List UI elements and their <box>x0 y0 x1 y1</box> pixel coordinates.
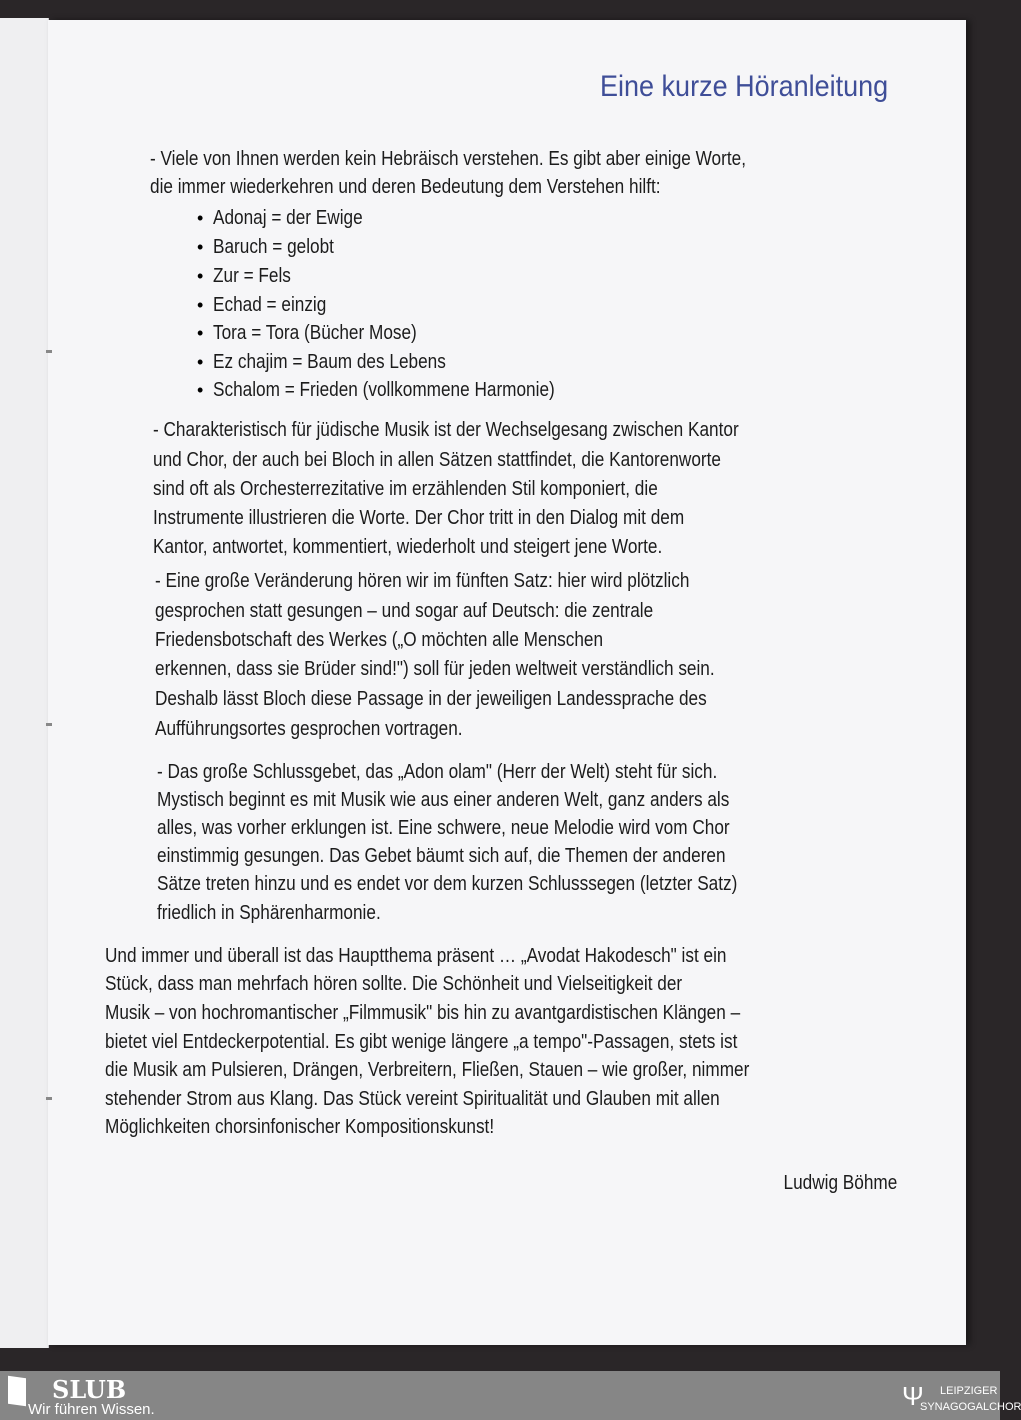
glossary-item: Tora = Tora (Bücher Mose) <box>213 322 417 344</box>
author-signature: Ludwig Böhme <box>783 1172 897 1194</box>
partner-name-line1: LEIPZIGER <box>940 1385 998 1397</box>
bullet-icon: • <box>197 266 204 286</box>
para5-line: Musik – von hochromantischer „Filmmusik" bis hin zu avantgardistischen Klängen – <box>105 1002 741 1024</box>
para1-line: - Viele von Ihnen werden kein Hebräisch verstehen. Es gibt aber einige Worte, <box>150 148 746 170</box>
glossary-item: Echad = einzig <box>213 294 327 316</box>
binding-stitch <box>46 350 52 353</box>
glossary-item: Ez chajim = Baum des Lebens <box>213 351 446 373</box>
slub-tagline: Wir führen Wissen. <box>28 1401 155 1418</box>
para4-line: friedlich in Sphärenharmonie. <box>157 902 381 924</box>
para5-line: Stück, dass man mehrfach hören sollte. Die Schönheit und Vielseitigkeit der <box>105 973 683 995</box>
binding-stitch <box>46 1097 52 1100</box>
para4-line: - Das große Schlussgebet, das „Adon olam" (Herr der Welt) steht für sich. <box>157 761 718 783</box>
bullet-icon: • <box>197 208 204 228</box>
binding-stitch <box>46 723 52 726</box>
para3-line: Deshalb lässt Bloch diese Passage in der jeweiligen Landessprache des <box>155 688 707 710</box>
glossary-item: Schalom = Frieden (vollkommene Harmonie) <box>213 379 555 401</box>
para2-line: Instrumente illustrieren die Worte. Der Chor tritt in den Dialog mit dem <box>153 507 685 529</box>
para2-line: - Charakteristisch für jüdische Musik ist der Wechselgesang zwischen Kantor <box>153 419 739 441</box>
bullet-icon: • <box>197 237 204 257</box>
left-page-edge <box>0 18 49 1348</box>
slub-logo-text[interactable]: SLUB <box>52 1375 127 1404</box>
para3-line: erkennen, dass sie Brüder sind!") soll für jeden weltweit verständlich sein. <box>155 658 715 680</box>
para5-line: stehender Strom aus Klang. Das Stück vereint Spiritualität und Glauben mit allen <box>105 1088 720 1110</box>
para2-line: und Chor, der auch bei Bloch in allen Sätzen stattfindet, die Kantorenworte <box>153 449 721 471</box>
para5-line: Möglichkeiten chorsinfonischer Kompositionskunst! <box>105 1116 495 1138</box>
para4-line: einstimmig gesungen. Das Gebet bäumt sich auf, die Themen der anderen <box>157 845 726 867</box>
para1-line: die immer wiederkehren und deren Bedeutung dem Verstehen hilft: <box>150 176 661 198</box>
bullet-icon: • <box>197 352 204 372</box>
para2-line: sind oft als Orchesterrezitative im erzählenden Stil komponiert, die <box>153 478 658 500</box>
page-title: Eine kurze Höranleitung <box>599 70 888 103</box>
para2-line: Kantor, antwortet, kommentiert, wiederholt und steigert jene Worte. <box>153 536 663 558</box>
slub-logo-icon <box>8 1376 26 1407</box>
footer-bar <box>0 1371 1021 1420</box>
para3-line: - Eine große Veränderung hören wir im fünften Satz: hier wird plötzlich <box>155 570 690 592</box>
para5-line: die Musik am Pulsieren, Drängen, Verbreitern, Fließen, Stauen – wie großer, nimmer <box>105 1059 750 1081</box>
bullet-icon: • <box>197 323 204 343</box>
para4-line: alles, was vorher erklungen ist. Eine schwere, neue Melodie wird vom Chor <box>157 817 730 839</box>
bullet-icon: • <box>197 380 204 400</box>
para3-line: Aufführungsortes gesprochen vortragen. <box>155 718 463 740</box>
partner-name-line2: SYNAGOGALCHOR <box>920 1401 1021 1413</box>
document-page <box>48 20 966 1345</box>
para5-line: bietet viel Entdeckerpotential. Es gibt wenige längere „a tempo"-Passagen, stets ist <box>105 1031 738 1053</box>
menorah-icon: Ψ <box>902 1381 924 1411</box>
glossary-item: Zur = Fels <box>213 265 291 287</box>
para4-line: Sätze treten hinzu und es endet vor dem kurzen Schlusssegen (letzter Satz) <box>157 873 738 895</box>
para3-line: Friedensbotschaft des Werkes („O möchten alle Menschen <box>155 629 604 651</box>
para5-line: Und immer und überall ist das Hauptthema präsent … „Avodat Hakodesch" ist ein <box>105 945 727 967</box>
bullet-icon: • <box>197 295 204 315</box>
para4-line: Mystisch beginnt es mit Musik wie aus einer anderen Welt, ganz anders als <box>157 789 730 811</box>
para3-line: gesprochen statt gesungen – und sogar auf Deutsch: die zentrale <box>155 600 654 622</box>
glossary-item: Baruch = gelobt <box>213 236 334 258</box>
glossary-item: Adonaj = der Ewige <box>213 207 363 229</box>
